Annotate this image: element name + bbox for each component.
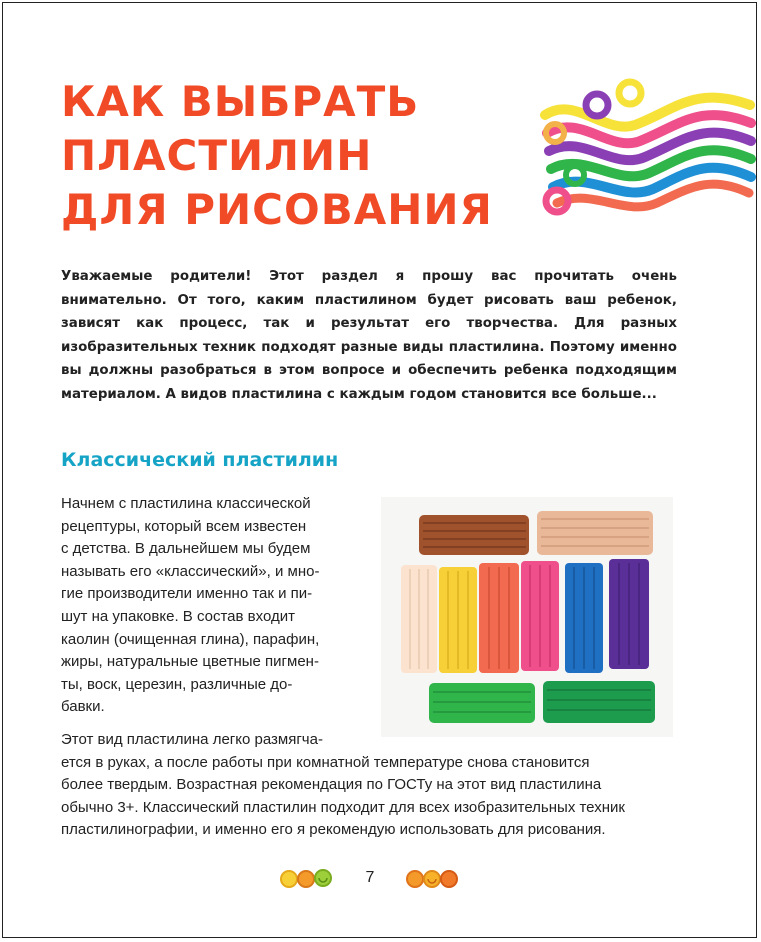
body-line: называть его «классический», и мно- (61, 562, 320, 580)
footer-swirl-left-icon (279, 865, 339, 891)
body-line: Этот вид пластилина легко размягча- (61, 731, 323, 748)
body-line: рецептуры, который всем известен (61, 517, 307, 535)
clay-bar-yellow (439, 567, 477, 673)
intro-paragraph: Уважаемые родители! Этот раздел я прошу вас прочитать очень внимательно. От того, каким пластилином будет рисовать ваш ребенок, зависят как процесс, так и результат его творчества. Для разных изобразительных техник подходят разные виды пластилина. Поэтому именно вы должны разобраться в этом вопросе и обеспечить ребенка подходящим материалом. А видов пластилина с каждым годом становится все больше... (61, 269, 677, 402)
clay-bar-beige (537, 511, 653, 555)
body-line: пластилинографии, и именно его я рекомендую использовать для рисования. (61, 821, 606, 839)
page-number: 7 (365, 869, 375, 886)
body-line: ется в руках, а после работы при комнатной температуре снова становится (61, 753, 590, 771)
body-line: гие производители именно так и пи- (61, 585, 313, 603)
body-paragraph-1 (61, 493, 319, 719)
page-title (61, 75, 493, 237)
body-line: каолин (очищенная глина), парафин, (61, 630, 320, 648)
plasticine-bars-photo (381, 497, 673, 737)
body-line: шут на упаковке. В состав входит (61, 607, 295, 625)
body-paragraph-2 (61, 729, 625, 842)
title-line-2: ПЛАСТИЛИН (61, 131, 373, 180)
clay-bar-dark-green (543, 681, 655, 723)
clay-bar-blue (565, 563, 603, 673)
clay-bar-pink (521, 561, 559, 671)
body-line: Начнем с пластилина классической (61, 495, 311, 512)
footer-swirl-right-icon (405, 865, 465, 891)
clay-bar-light-green (429, 683, 535, 723)
book-page (2, 2, 757, 938)
clay-swirl-illustration (535, 75, 757, 223)
clay-bar-purple (609, 559, 649, 669)
title-line-3: ДЛЯ РИСОВАНИЯ (61, 185, 493, 234)
body-line: обычно 3+. Классический пластилин подходит для всех изобразительных техник (61, 798, 625, 816)
body-line: жиры, натуральные цветные пигмен- (61, 653, 319, 671)
body-line: более твердым. Возрастная рекомендация по ГОСТу на этот вид пластилина (61, 776, 602, 794)
clay-bar-brown (419, 515, 529, 555)
section-heading: Классический пластилин (61, 449, 339, 471)
body-line: ты, воск, церезин, различные до- (61, 675, 293, 693)
body-line: бавки. (61, 698, 105, 716)
body-line: с детства. В дальнейшем мы будем (61, 540, 311, 558)
clay-bar-coral (479, 563, 519, 673)
title-line-1: КАК ВЫБРАТЬ (61, 77, 420, 126)
clay-bar-cream (401, 565, 437, 673)
